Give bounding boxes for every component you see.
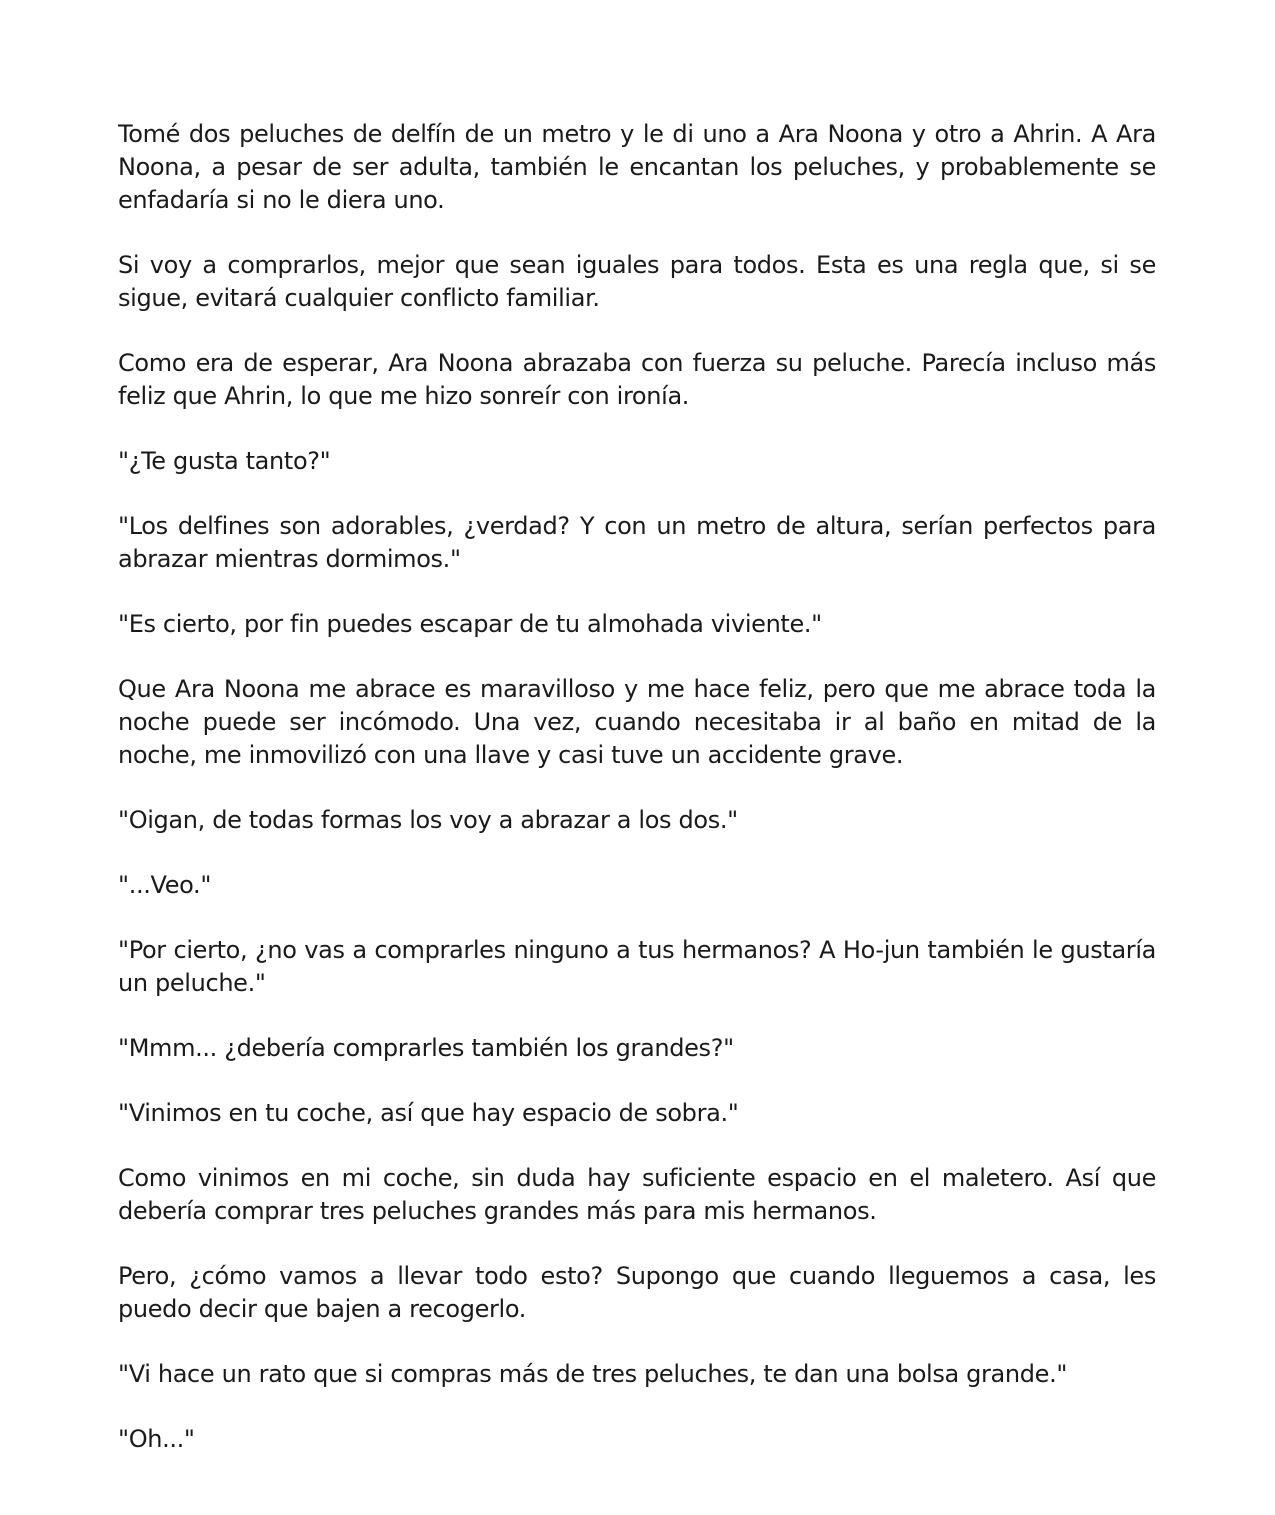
dialogue-line: "Vinimos en tu coche, así que hay espacio de sobra."	[118, 1099, 739, 1127]
dialogue-line: "Es cierto, por fin puedes escapar de tu almohada viviente."	[118, 610, 822, 638]
paragraph: Que Ara Noona me abrace es maravilloso y me hace feliz, pero que me abrace toda la noche puede ser incómodo. Una vez, cuando necesitaba ir al baño en mitad de la noche, me inmovilizó con una llave y casi tuve un accidente grave.	[118, 675, 1156, 769]
dialogue-line: "¿Te gusta tanto?"	[118, 447, 331, 475]
dialogue-line: "Oigan, de todas formas los voy a abrazar a los dos."	[118, 806, 738, 834]
paragraph: Pero, ¿cómo vamos a llevar todo esto? Supongo que cuando lleguemos a casa, les puedo decir que bajen a recogerlo.	[118, 1262, 1156, 1323]
dialogue-line: "...Veo."	[118, 871, 212, 899]
paragraph: Como vinimos en mi coche, sin duda hay suficiente espacio en el maletero. Así que debería comprar tres peluches grandes más para mis hermanos.	[118, 1164, 1156, 1225]
paragraph: Si voy a comprarlos, mejor que sean iguales para todos. Esta es una regla que, si se sigue, evitará cualquier conflicto familiar.	[118, 251, 1156, 312]
dialogue-line: "Vi hace un rato que si compras más de tres peluches, te dan una bolsa grande."	[118, 1360, 1068, 1388]
paragraph: Como era de esperar, Ara Noona abrazaba con fuerza su peluche. Parecía incluso más feliz que Ahrin, lo que me hizo sonreír con ironía.	[118, 349, 1156, 410]
dialogue-line: "Los delfines son adorables, ¿verdad? Y con un metro de altura, serían perfectos para abrazar mientras dormimos."	[118, 512, 1156, 573]
paragraph: Tomé dos peluches de delfín de un metro y le di uno a Ara Noona y otro a Ahrin. A Ara Noona, a pesar de ser adulta, también le encantan los peluches, y probablemente se enfadaría si no le diera uno.	[118, 120, 1156, 214]
dialogue-line: "Por cierto, ¿no vas a comprarles ninguno a tus hermanos? A Ho-jun también le gustaría un peluche."	[118, 936, 1156, 997]
dialogue-line: "Mmm... ¿debería comprarles también los grandes?"	[118, 1034, 734, 1062]
document-page	[118, 118, 1156, 1456]
dialogue-line: "Oh..."	[118, 1425, 195, 1453]
